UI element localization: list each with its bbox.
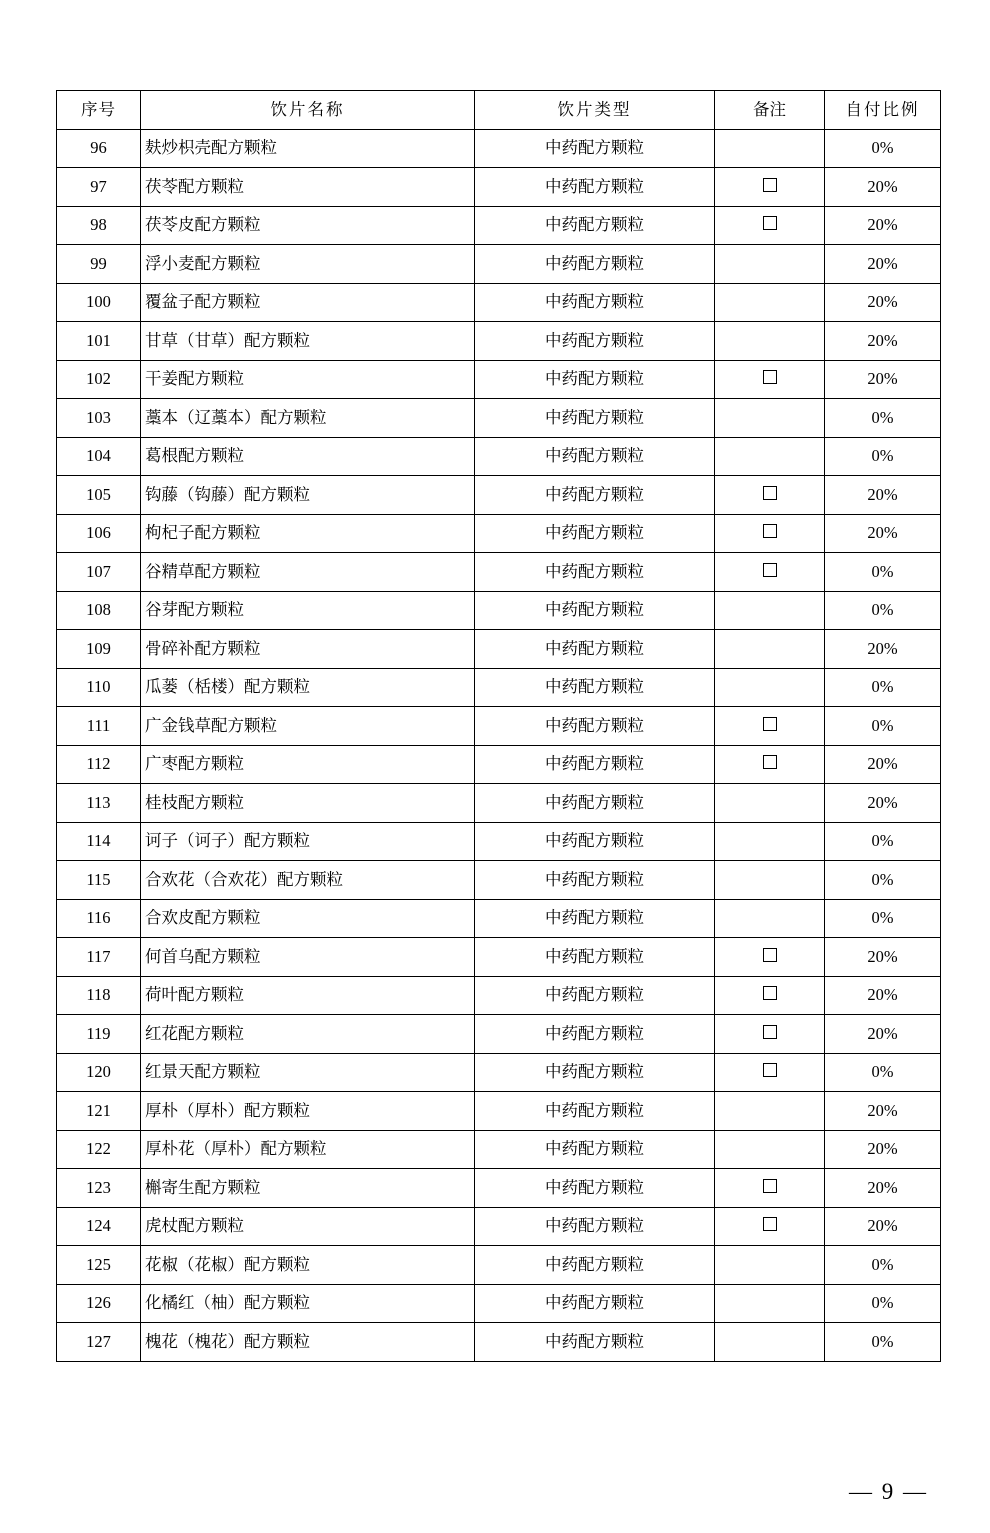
column-header-type: 饮片类型: [475, 91, 715, 130]
table-row: [57, 822, 941, 861]
cell-note: [715, 784, 825, 823]
cell-seq: 116: [57, 899, 141, 938]
cell-drug-name: 广枣配方颗粒: [141, 745, 475, 784]
cell-self-pay-ratio: 20%: [825, 476, 941, 515]
table-row: [57, 1284, 941, 1323]
table-row: [57, 668, 941, 707]
cell-drug-type: 中药配方颗粒: [475, 822, 715, 861]
cell-seq: 124: [57, 1207, 141, 1246]
cell-self-pay-ratio: 20%: [825, 206, 941, 245]
cell-self-pay-ratio: 20%: [825, 938, 941, 977]
note-checkbox-icon: [763, 948, 777, 962]
cell-seq: 99: [57, 245, 141, 284]
cell-seq: 109: [57, 630, 141, 669]
cell-drug-type: 中药配方颗粒: [475, 476, 715, 515]
cell-seq: 110: [57, 668, 141, 707]
cell-seq: 101: [57, 322, 141, 361]
cell-note: [715, 399, 825, 438]
note-checkbox-icon: [763, 986, 777, 1000]
cell-drug-name: 骨碎补配方颗粒: [141, 630, 475, 669]
cell-seq: 107: [57, 553, 141, 592]
cell-self-pay-ratio: 0%: [825, 591, 941, 630]
cell-self-pay-ratio: 20%: [825, 322, 941, 361]
cell-seq: 126: [57, 1284, 141, 1323]
table-row: [57, 129, 941, 168]
cell-self-pay-ratio: 0%: [825, 553, 941, 592]
cell-seq: 104: [57, 437, 141, 476]
table-row: [57, 1092, 941, 1131]
note-checkbox-icon: [763, 1217, 777, 1231]
cell-drug-name: 合欢花（合欢花）配方颗粒: [141, 861, 475, 900]
table-row: [57, 976, 941, 1015]
drug-list-table: [56, 90, 941, 1362]
cell-drug-name: 瓜蒌（栝楼）配方颗粒: [141, 668, 475, 707]
cell-drug-name: 荷叶配方颗粒: [141, 976, 475, 1015]
cell-drug-type: 中药配方颗粒: [475, 437, 715, 476]
column-header-ratio: 自付比例: [825, 91, 941, 130]
table-row: [57, 938, 941, 977]
column-header-seq: 序号: [57, 91, 141, 130]
cell-drug-type: 中药配方颗粒: [475, 129, 715, 168]
cell-seq: 121: [57, 1092, 141, 1131]
cell-drug-type: 中药配方颗粒: [475, 514, 715, 553]
cell-drug-type: 中药配方颗粒: [475, 630, 715, 669]
cell-drug-type: 中药配方颗粒: [475, 784, 715, 823]
cell-drug-type: 中药配方颗粒: [475, 1284, 715, 1323]
cell-drug-name: 藁本（辽藁本）配方颗粒: [141, 399, 475, 438]
note-checkbox-icon: [763, 563, 777, 577]
note-checkbox-icon: [763, 486, 777, 500]
cell-self-pay-ratio: 0%: [825, 399, 941, 438]
cell-drug-name: 茯苓配方颗粒: [141, 168, 475, 207]
cell-drug-type: 中药配方颗粒: [475, 1246, 715, 1285]
cell-drug-type: 中药配方颗粒: [475, 861, 715, 900]
cell-seq: 108: [57, 591, 141, 630]
cell-note: [715, 206, 825, 245]
cell-note: [715, 861, 825, 900]
cell-drug-name: 干姜配方颗粒: [141, 360, 475, 399]
cell-note: [715, 1053, 825, 1092]
cell-self-pay-ratio: 0%: [825, 822, 941, 861]
column-header-note: 备注: [715, 91, 825, 130]
cell-drug-type: 中药配方颗粒: [475, 745, 715, 784]
cell-seq: 120: [57, 1053, 141, 1092]
cell-seq: 122: [57, 1130, 141, 1169]
cell-self-pay-ratio: 20%: [825, 360, 941, 399]
cell-drug-name: 钩藤（钩藤）配方颗粒: [141, 476, 475, 515]
cell-note: [715, 1169, 825, 1208]
table-row: [57, 591, 941, 630]
table-row: [57, 1053, 941, 1092]
table-row: [57, 1323, 941, 1362]
table-row: [57, 1169, 941, 1208]
cell-drug-type: 中药配方颗粒: [475, 938, 715, 977]
cell-note: [715, 822, 825, 861]
cell-self-pay-ratio: 20%: [825, 168, 941, 207]
cell-drug-name: 红花配方颗粒: [141, 1015, 475, 1054]
page-number: — 9 —: [849, 1479, 928, 1504]
cell-self-pay-ratio: 20%: [825, 976, 941, 1015]
cell-drug-name: 合欢皮配方颗粒: [141, 899, 475, 938]
note-checkbox-icon: [763, 755, 777, 769]
cell-drug-name: 红景天配方颗粒: [141, 1053, 475, 1092]
cell-note: [715, 1092, 825, 1131]
cell-drug-name: 桂枝配方颗粒: [141, 784, 475, 823]
table-row: [57, 553, 941, 592]
cell-self-pay-ratio: 0%: [825, 899, 941, 938]
cell-drug-name: 化橘红（柚）配方颗粒: [141, 1284, 475, 1323]
table-row: [57, 1207, 941, 1246]
cell-note: [715, 899, 825, 938]
cell-drug-type: 中药配方颗粒: [475, 399, 715, 438]
cell-note: [715, 1323, 825, 1362]
table-row: [57, 514, 941, 553]
cell-seq: 111: [57, 707, 141, 746]
cell-self-pay-ratio: 0%: [825, 437, 941, 476]
cell-seq: 113: [57, 784, 141, 823]
cell-seq: 97: [57, 168, 141, 207]
table-row: [57, 1130, 941, 1169]
table-row: [57, 168, 941, 207]
cell-note: [715, 707, 825, 746]
cell-self-pay-ratio: 0%: [825, 1284, 941, 1323]
table-header: [57, 91, 941, 130]
table-row: [57, 630, 941, 669]
cell-drug-type: 中药配方颗粒: [475, 1323, 715, 1362]
table-row: [57, 1015, 941, 1054]
cell-note: [715, 1284, 825, 1323]
table-row: [57, 861, 941, 900]
cell-drug-type: 中药配方颗粒: [475, 1130, 715, 1169]
cell-note: [715, 476, 825, 515]
table-row: [57, 206, 941, 245]
cell-self-pay-ratio: 20%: [825, 1092, 941, 1131]
cell-seq: 125: [57, 1246, 141, 1285]
cell-seq: 115: [57, 861, 141, 900]
cell-note: [715, 630, 825, 669]
cell-self-pay-ratio: 20%: [825, 283, 941, 322]
cell-drug-type: 中药配方颗粒: [475, 1015, 715, 1054]
cell-note: [715, 938, 825, 977]
cell-note: [715, 322, 825, 361]
cell-drug-type: 中药配方颗粒: [475, 1092, 715, 1131]
cell-seq: 106: [57, 514, 141, 553]
cell-note: [715, 976, 825, 1015]
cell-self-pay-ratio: 20%: [825, 1169, 941, 1208]
cell-seq: 105: [57, 476, 141, 515]
cell-drug-type: 中药配方颗粒: [475, 1169, 715, 1208]
cell-drug-type: 中药配方颗粒: [475, 168, 715, 207]
cell-drug-type: 中药配方颗粒: [475, 322, 715, 361]
note-checkbox-icon: [763, 178, 777, 192]
cell-drug-name: 何首乌配方颗粒: [141, 938, 475, 977]
cell-drug-name: 诃子（诃子）配方颗粒: [141, 822, 475, 861]
cell-self-pay-ratio: 20%: [825, 1207, 941, 1246]
cell-note: [715, 514, 825, 553]
cell-drug-name: 槐花（槐花）配方颗粒: [141, 1323, 475, 1362]
cell-seq: 96: [57, 129, 141, 168]
cell-self-pay-ratio: 0%: [825, 668, 941, 707]
cell-drug-type: 中药配方颗粒: [475, 668, 715, 707]
table-row: [57, 245, 941, 284]
cell-seq: 114: [57, 822, 141, 861]
cell-self-pay-ratio: 20%: [825, 1130, 941, 1169]
cell-drug-name: 覆盆子配方颗粒: [141, 283, 475, 322]
cell-note: [715, 360, 825, 399]
cell-self-pay-ratio: 20%: [825, 245, 941, 284]
cell-seq: 118: [57, 976, 141, 1015]
cell-note: [715, 1130, 825, 1169]
table-row: [57, 745, 941, 784]
cell-seq: 103: [57, 399, 141, 438]
cell-note: [715, 553, 825, 592]
cell-drug-name: 葛根配方颗粒: [141, 437, 475, 476]
cell-drug-name: 厚朴花（厚朴）配方颗粒: [141, 1130, 475, 1169]
cell-drug-name: 厚朴（厚朴）配方颗粒: [141, 1092, 475, 1131]
cell-drug-name: 虎杖配方颗粒: [141, 1207, 475, 1246]
note-checkbox-icon: [763, 1063, 777, 1077]
note-checkbox-icon: [763, 1025, 777, 1039]
cell-note: [715, 129, 825, 168]
cell-seq: 127: [57, 1323, 141, 1362]
table-header-row: [57, 91, 941, 130]
cell-seq: 112: [57, 745, 141, 784]
cell-note: [715, 168, 825, 207]
cell-drug-type: 中药配方颗粒: [475, 360, 715, 399]
table-body: [57, 129, 941, 1361]
table-row: [57, 1246, 941, 1285]
cell-drug-type: 中药配方颗粒: [475, 591, 715, 630]
cell-drug-type: 中药配方颗粒: [475, 1053, 715, 1092]
cell-drug-type: 中药配方颗粒: [475, 1207, 715, 1246]
cell-self-pay-ratio: 20%: [825, 1015, 941, 1054]
note-checkbox-icon: [763, 717, 777, 731]
cell-self-pay-ratio: 20%: [825, 745, 941, 784]
column-header-name: 饮片名称: [141, 91, 475, 130]
cell-note: [715, 245, 825, 284]
cell-drug-type: 中药配方颗粒: [475, 283, 715, 322]
table-row: [57, 707, 941, 746]
cell-self-pay-ratio: 20%: [825, 514, 941, 553]
cell-note: [715, 745, 825, 784]
table-row: [57, 899, 941, 938]
cell-note: [715, 283, 825, 322]
cell-seq: 123: [57, 1169, 141, 1208]
cell-drug-name: 茯苓皮配方颗粒: [141, 206, 475, 245]
cell-note: [715, 1207, 825, 1246]
cell-self-pay-ratio: 0%: [825, 707, 941, 746]
cell-drug-name: 槲寄生配方颗粒: [141, 1169, 475, 1208]
cell-drug-name: 麸炒枳壳配方颗粒: [141, 129, 475, 168]
cell-note: [715, 437, 825, 476]
cell-drug-type: 中药配方颗粒: [475, 707, 715, 746]
cell-seq: 100: [57, 283, 141, 322]
table-row: [57, 283, 941, 322]
cell-drug-type: 中药配方颗粒: [475, 206, 715, 245]
cell-self-pay-ratio: 20%: [825, 630, 941, 669]
cell-note: [715, 1015, 825, 1054]
cell-self-pay-ratio: 0%: [825, 1053, 941, 1092]
cell-seq: 117: [57, 938, 141, 977]
cell-drug-name: 浮小麦配方颗粒: [141, 245, 475, 284]
table-row: [57, 399, 941, 438]
cell-self-pay-ratio: 0%: [825, 129, 941, 168]
cell-drug-name: 谷芽配方颗粒: [141, 591, 475, 630]
cell-seq: 102: [57, 360, 141, 399]
cell-seq: 98: [57, 206, 141, 245]
note-checkbox-icon: [763, 524, 777, 538]
cell-self-pay-ratio: 0%: [825, 1246, 941, 1285]
cell-drug-type: 中药配方颗粒: [475, 899, 715, 938]
cell-drug-name: 花椒（花椒）配方颗粒: [141, 1246, 475, 1285]
cell-drug-name: 广金钱草配方颗粒: [141, 707, 475, 746]
cell-drug-type: 中药配方颗粒: [475, 976, 715, 1015]
cell-note: [715, 1246, 825, 1285]
note-checkbox-icon: [763, 370, 777, 384]
table-row: [57, 437, 941, 476]
cell-self-pay-ratio: 0%: [825, 1323, 941, 1362]
table-row: [57, 322, 941, 361]
table-row: [57, 784, 941, 823]
cell-self-pay-ratio: 20%: [825, 784, 941, 823]
cell-drug-type: 中药配方颗粒: [475, 245, 715, 284]
cell-drug-name: 谷精草配方颗粒: [141, 553, 475, 592]
table-row: [57, 360, 941, 399]
cell-drug-name: 甘草（甘草）配方颗粒: [141, 322, 475, 361]
table-row: [57, 476, 941, 515]
cell-drug-type: 中药配方颗粒: [475, 553, 715, 592]
cell-self-pay-ratio: 0%: [825, 861, 941, 900]
cell-drug-name: 枸杞子配方颗粒: [141, 514, 475, 553]
cell-note: [715, 668, 825, 707]
cell-note: [715, 591, 825, 630]
cell-seq: 119: [57, 1015, 141, 1054]
note-checkbox-icon: [763, 216, 777, 230]
note-checkbox-icon: [763, 1179, 777, 1193]
